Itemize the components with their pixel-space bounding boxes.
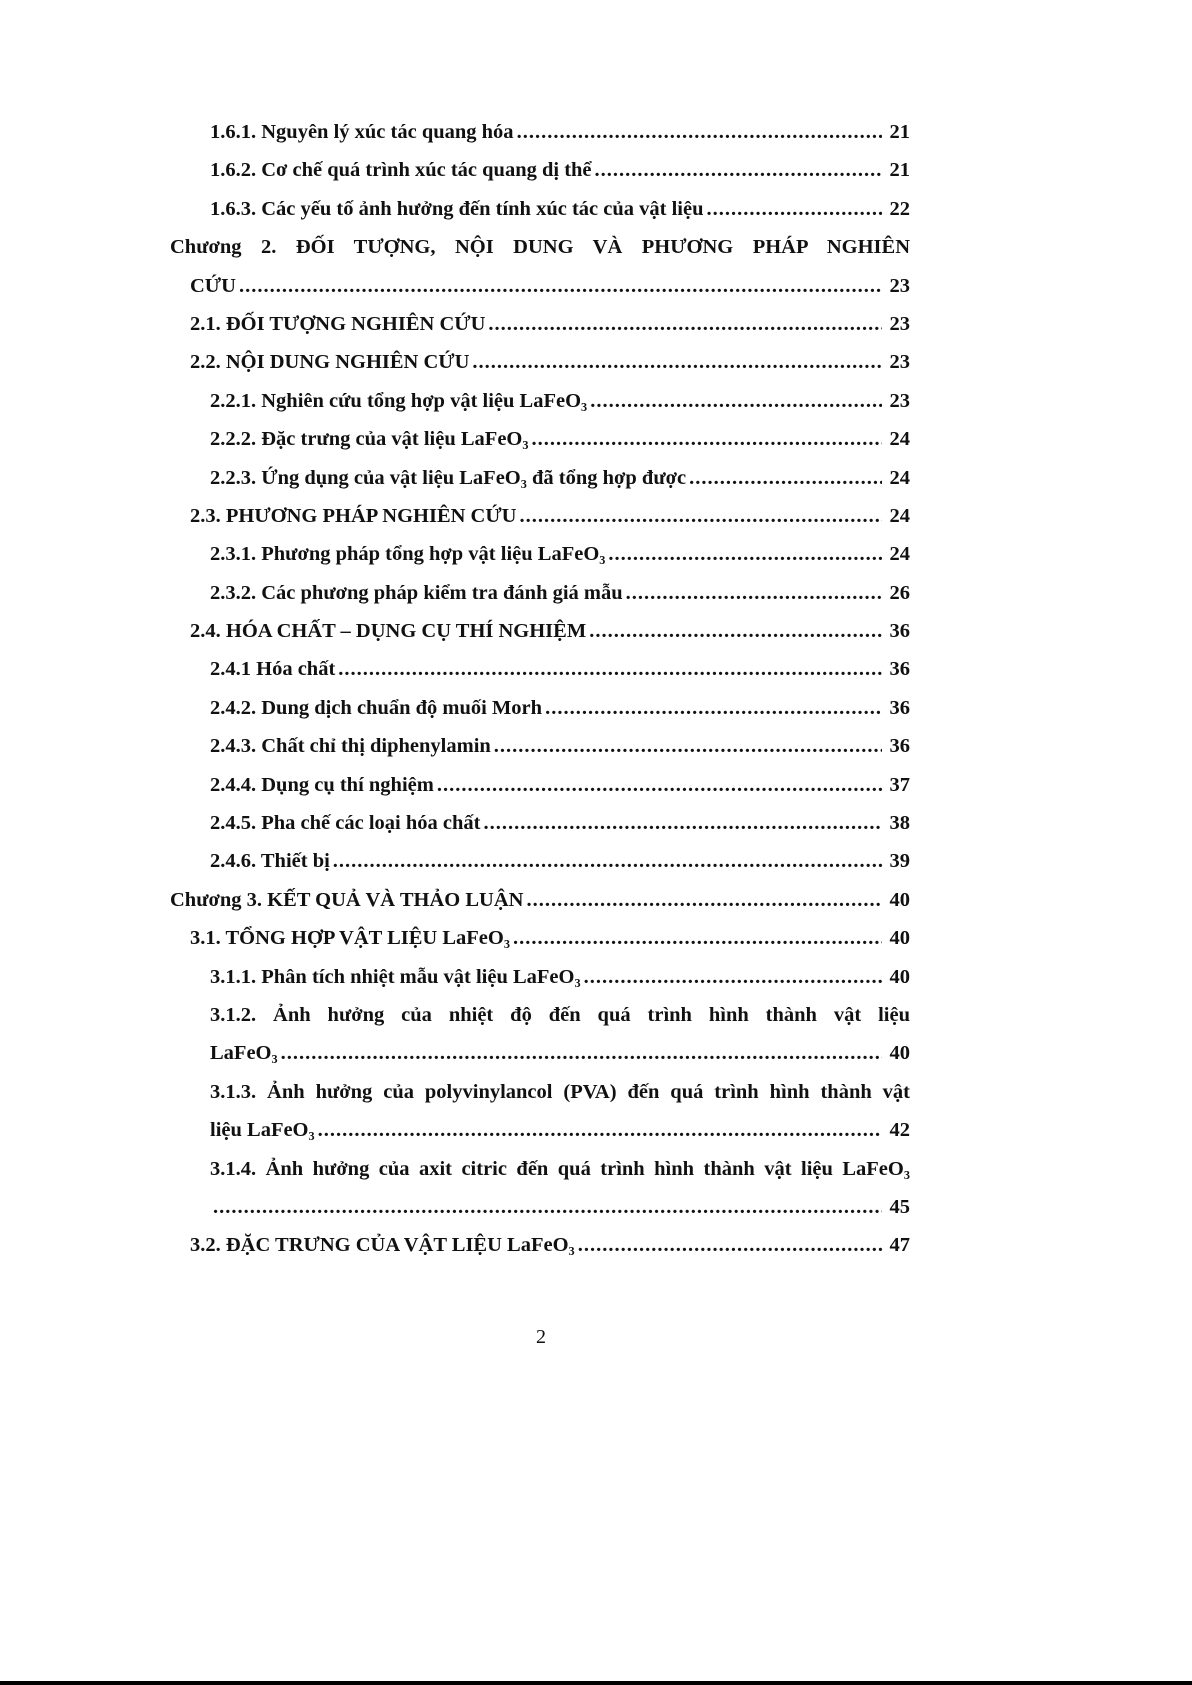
- dot-leader: [589, 612, 882, 650]
- toc-entry-title: 2.4.5. Pha chế các loại hóa chất: [210, 812, 481, 835]
- toc-entry[interactable]: [0, 420, 1192, 458]
- toc-page-number: 39: [889, 850, 910, 873]
- toc-entry-title: 3.1. TỔNG HỢP VẬT LIỆU LaFeO₃: [190, 927, 510, 950]
- page-number: 2: [536, 1326, 546, 1348]
- dot-leader: [584, 958, 882, 996]
- dot-leader: [494, 727, 882, 765]
- toc-entry[interactable]: [0, 459, 1192, 497]
- toc-entry-title: 2.2.1. Nghiên cứu tổng hợp vật liệu LaFeO₃: [210, 389, 588, 412]
- dot-leader: [706, 190, 882, 228]
- toc-entry-title: 2.4.6. Thiết bị: [210, 850, 330, 873]
- toc-page-number: 22: [889, 197, 910, 220]
- toc-page-number: 36: [889, 735, 910, 758]
- dot-leader: [437, 766, 882, 804]
- toc-entry-title: 2.2.3. Ứng dụng của vật liệu LaFeO₃ đã tổng hợp được: [210, 466, 687, 489]
- dot-leader: [338, 650, 882, 688]
- toc-entry[interactable]: [0, 804, 1192, 842]
- dot-leader: [519, 497, 882, 535]
- toc-page-number: 24: [889, 428, 910, 451]
- toc-page-number: 40: [889, 1042, 910, 1065]
- dot-leader: [545, 689, 882, 727]
- toc-page-number: 36: [889, 658, 910, 681]
- toc-entry-title: 2.2.2. Đặc trưng của vật liệu LaFeO₃: [210, 428, 529, 451]
- toc-page-number: 23: [889, 274, 910, 297]
- dot-leader: [517, 113, 882, 151]
- dot-leader: [213, 1188, 882, 1226]
- toc-entry[interactable]: [0, 113, 1192, 151]
- toc-entry-title: 2.4.2. Dung dịch chuẩn độ muối Morh: [210, 696, 543, 719]
- toc-entry[interactable]: [0, 612, 1192, 650]
- toc-page-number: 37: [889, 773, 910, 796]
- toc-page-number: 26: [889, 581, 910, 604]
- page-bottom-border: [0, 1681, 1192, 1685]
- toc-entry[interactable]: [0, 1111, 1192, 1149]
- toc-entry[interactable]: [0, 343, 1192, 381]
- toc-entry-line: [0, 996, 1192, 1034]
- toc-entry[interactable]: [0, 497, 1192, 535]
- toc-page-number: 24: [889, 543, 910, 566]
- toc-entry[interactable]: [0, 650, 1192, 688]
- toc-entry-title: 2.3.2. Các phương pháp kiểm tra đánh giá mẫu: [210, 581, 623, 604]
- toc-entry-title: 3.1.2. Ảnh hưởng của nhiệt độ đến quá trình hình thành vật liệu: [210, 1003, 910, 1026]
- toc-entry[interactable]: [0, 1034, 1192, 1072]
- toc-entry[interactable]: [0, 958, 1192, 996]
- toc-entry[interactable]: [0, 881, 1192, 919]
- dot-leader: [689, 459, 882, 497]
- dot-leader: [590, 382, 882, 420]
- toc-entry[interactable]: [0, 574, 1192, 612]
- toc-page-number: 42: [889, 1119, 910, 1142]
- toc-entry-title: 2.2. NỘI DUNG NGHIÊN CỨU: [190, 351, 470, 374]
- dot-leader: [578, 1226, 882, 1264]
- toc-entry[interactable]: [0, 727, 1192, 765]
- toc-page-number: 23: [889, 312, 910, 335]
- toc-entry-title: 3.1.4. Ảnh hưởng của axit citric đến quá trình hình thành vật liệu LaFeO₃: [210, 1157, 910, 1180]
- toc-entry-title: 3.1.1. Phân tích nhiệt mẫu vật liệu LaFeO₃: [210, 965, 581, 988]
- dot-leader: [526, 881, 882, 919]
- dot-leader: [239, 267, 882, 305]
- toc-page-number: 24: [889, 504, 910, 527]
- toc-entry-title: 2.4.4. Dụng cụ thí nghiệm: [210, 773, 434, 796]
- toc-page-number: 23: [889, 389, 910, 412]
- toc-entry-title: 3.2. ĐẶC TRƯNG CỦA VẬT LIỆU LaFeO₃: [190, 1234, 575, 1257]
- toc-entry[interactable]: [0, 1226, 1192, 1264]
- toc-entry[interactable]: [0, 382, 1192, 420]
- toc-page-number: 40: [889, 888, 910, 911]
- toc-entry-title: 2.4.3. Chất chỉ thị diphenylamin: [210, 735, 491, 758]
- toc-page-number: 21: [889, 159, 910, 182]
- toc-page-number: 47: [889, 1234, 910, 1257]
- toc-entry[interactable]: [0, 689, 1192, 727]
- dot-leader: [472, 343, 882, 381]
- toc-entry[interactable]: [0, 190, 1192, 228]
- toc-page-number: 36: [889, 696, 910, 719]
- toc-entry-title: 1.6.1. Nguyên lý xúc tác quang hóa: [210, 121, 514, 143]
- toc-entry[interactable]: [0, 842, 1192, 880]
- toc-entry-title: 2.3. PHƯƠNG PHÁP NGHIÊN CỨU: [190, 504, 517, 527]
- toc-page-number: 38: [889, 812, 910, 835]
- toc-entry-title: liệu LaFeO₃: [210, 1119, 315, 1142]
- dot-leader: [626, 574, 882, 612]
- toc-entry-title: 2.4. HÓA CHẤT – DỤNG CỤ THÍ NGHIỆM: [190, 620, 587, 643]
- toc-entry-title: Chương 2. ĐỐI TƯỢNG, NỘI DUNG VÀ PHƯƠNG PHÁP NGHIÊN: [170, 236, 910, 259]
- dot-leader: [595, 151, 882, 189]
- toc-entry-line: [0, 228, 1192, 266]
- toc-entry[interactable]: [0, 267, 1192, 305]
- toc-page-number: 21: [889, 121, 910, 143]
- toc-entry-title: 3.1.3. Ảnh hưởng của polyvinylancol (PVA) đến quá trình hình thành vật: [210, 1080, 910, 1103]
- toc-page-number: 23: [889, 351, 910, 374]
- dot-leader: [483, 804, 882, 842]
- toc-entry-line: [0, 1150, 1192, 1188]
- toc-page-number: 45: [889, 1195, 910, 1218]
- toc-page-number: 36: [889, 620, 910, 643]
- toc-entry-title: LaFeO₃: [210, 1042, 278, 1065]
- dot-leader: [608, 535, 882, 573]
- toc-entry-line: [0, 1073, 1192, 1111]
- toc-page-number: 40: [889, 927, 910, 950]
- toc-entry[interactable]: [0, 305, 1192, 343]
- toc-page-number: 40: [889, 965, 910, 988]
- toc-entry-title: Chương 3. KẾT QUẢ VÀ THẢO LUẬN: [170, 888, 524, 911]
- toc-entry-title: 2.3.1. Phương pháp tổng hợp vật liệu LaFeO₃: [210, 543, 606, 566]
- toc-entry-title: 2.1. ĐỐI TƯỢNG NGHIÊN CỨU: [190, 312, 486, 335]
- dot-leader: [318, 1111, 882, 1149]
- toc-entry[interactable]: [0, 535, 1192, 573]
- toc-entry[interactable]: [0, 1188, 1192, 1226]
- toc-entry-title: 1.6.2. Cơ chế quá trình xúc tác quang dị thể: [210, 159, 592, 182]
- toc-page-number: 24: [889, 466, 910, 489]
- dot-leader: [281, 1034, 882, 1072]
- toc-entry-title: 2.4.1 Hóa chất: [210, 658, 336, 681]
- dot-leader: [513, 919, 882, 957]
- toc-entry-title: CỨU: [190, 274, 236, 297]
- toc-entry[interactable]: [0, 766, 1192, 804]
- toc-entry[interactable]: [0, 919, 1192, 957]
- dot-leader: [532, 420, 882, 458]
- dot-leader: [333, 842, 882, 880]
- dot-leader: [488, 305, 882, 343]
- toc-entry[interactable]: [0, 151, 1192, 189]
- toc-entry-title: 1.6.3. Các yếu tố ảnh hưởng đến tính xúc tác của vật liệu: [210, 197, 704, 220]
- table-of-contents: [0, 113, 1192, 1265]
